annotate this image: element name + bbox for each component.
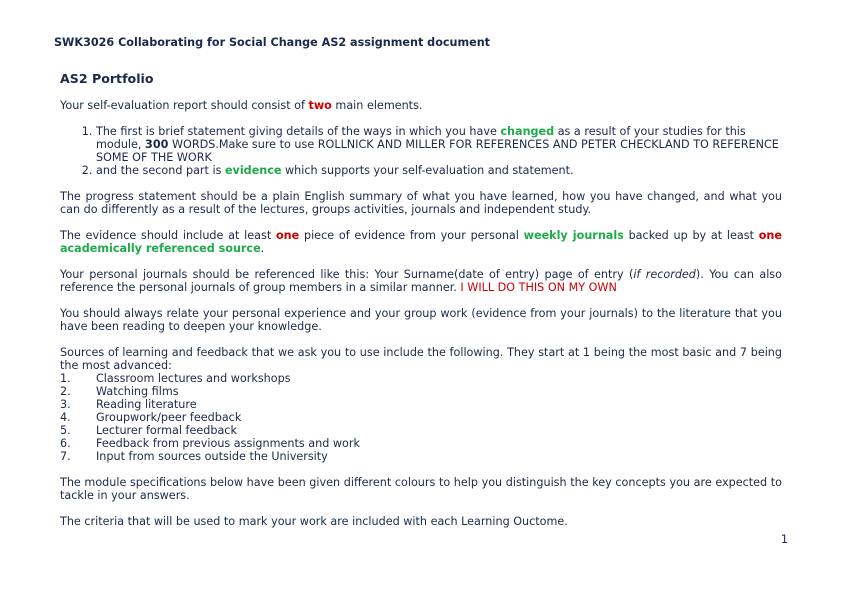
intro-paragraph: Your self-evaluation report should consist of two main elements. <box>60 99 423 112</box>
list-item: 4. Groupwork/peer feedback <box>60 411 242 424</box>
document-header: SWK3026 Collaborating for Social Change AS2 assignment document <box>54 36 491 49</box>
list-item: 7. Input from sources outside the University <box>60 450 328 463</box>
word-count: 300 <box>145 138 169 151</box>
relate-paragraph: You should always relate your personal experience and your group work (evidence from your journals) to the literature that you have been reading to deepen your knowledge. <box>60 307 782 333</box>
section-title: AS2 Portfolio <box>60 71 154 86</box>
progress-paragraph: The progress statement should be a plain English summary of what you have learned, how you have changed, and what you can do differently as a result of the lectures, groups activities, journals and independent study. <box>60 190 782 216</box>
emphasis-changed: changed <box>500 125 555 138</box>
emphasis-two: two <box>308 99 332 112</box>
evidence-paragraph: The evidence should include at least one piece of evidence from your personal weekly journals backed up by at least one academically referenced source. <box>60 229 782 255</box>
list-item: 2. and the second part is evidence which supports your self-evaluation and statement. <box>96 164 782 177</box>
document-body <box>60 72 782 541</box>
journals-paragraph: Your personal journals should be referenced like this: Your Surname(date of entry) page of entry (if recorded). You can also reference the personal journals of group members in a similar manner. I WILL DO THIS ON MY OWN <box>60 268 782 294</box>
list-item: 1. The first is brief statement giving details of the ways in which you have changed as a result of your studies for this module, 300 WORDS.Make sure to use ROLLNICK AND MILLER FOR REFERENCES AND PETER CHECKLAND TO REFERENCE SOME OF THE WORK <box>96 125 782 164</box>
list-item: 5. Lecturer formal feedback <box>60 424 237 437</box>
module-paragraph: The module specifications below have been given different colours to help you distinguish the key concepts you are expected to tackle in your answers. <box>60 476 782 502</box>
emphasis-evidence: evidence <box>224 164 282 177</box>
annotation-note: I WILL DO THIS ON MY OWN <box>460 281 617 294</box>
list-item: 6. Feedback from previous assignments and work <box>60 437 360 450</box>
elements-list <box>60 125 782 177</box>
page-number: 1 <box>780 533 788 546</box>
list-item: 2. Watching films <box>60 385 179 398</box>
sources-section <box>60 346 782 463</box>
list-item: 3. Reading literature <box>60 398 197 411</box>
sources-intro: Sources of learning and feedback that we ask you to use include the following. They start at 1 being the most basic and 7 being the most advanced: <box>60 346 782 372</box>
criteria-paragraph: The criteria that will be used to mark your work are included with each Learning Ouctome. <box>60 515 568 528</box>
list-item: 1. Classroom lectures and workshops <box>60 372 291 385</box>
